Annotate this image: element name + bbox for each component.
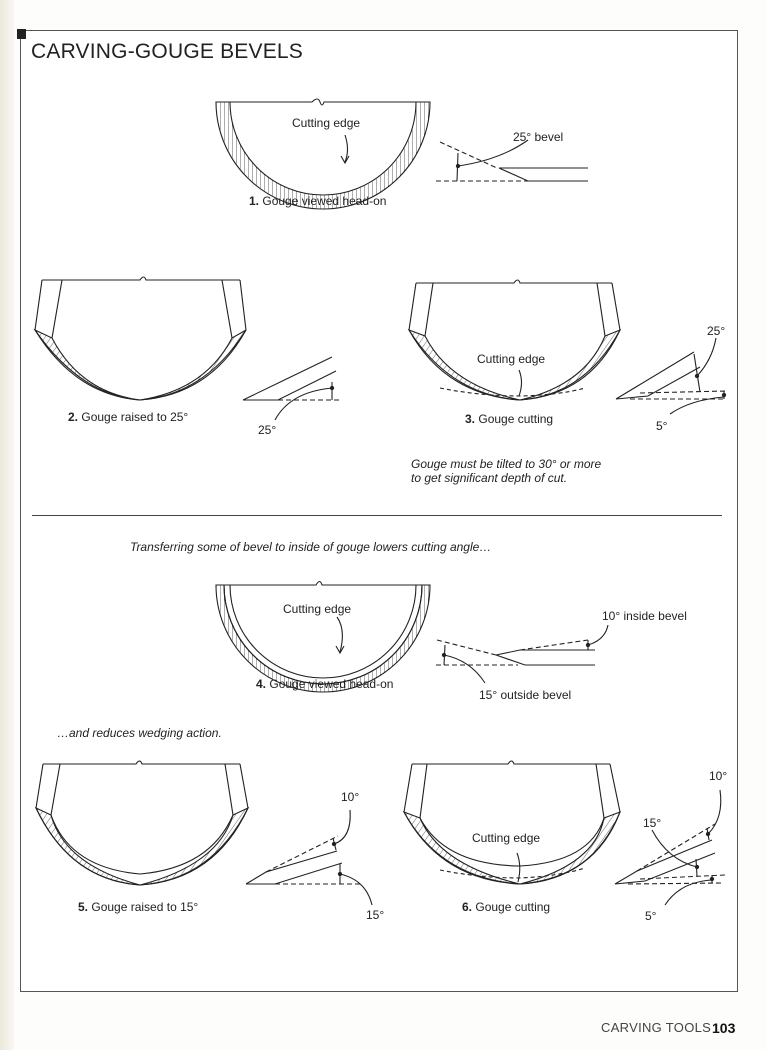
fig5-caption-text: Gouge raised to 15°	[91, 900, 199, 914]
wedging-note: …and reduces wedging action.	[57, 726, 222, 740]
fig4-caption-text: Gouge viewed head-on	[269, 677, 394, 691]
fig1-number: 1.	[249, 194, 260, 208]
fig3-cutting-edge-label: Cutting edge	[477, 352, 546, 366]
fig3-angle-25-label: 25°	[707, 324, 726, 338]
fig2-number: 2.	[68, 410, 79, 424]
fig5-number: 5.	[78, 900, 89, 914]
depth-note-line-1: Gouge must be tilted to 30° or more	[411, 457, 602, 471]
figure-4-bevel-profile	[436, 625, 608, 683]
page-title: CARVING-GOUGE BEVELS	[31, 40, 304, 63]
fig3-caption	[465, 412, 553, 426]
fig4-outside-bevel-label: 15° outside bevel	[479, 688, 572, 702]
depth-note-line-2: to get significant depth of cut.	[411, 471, 568, 485]
figure-2-angle-profile	[243, 357, 342, 420]
figure-2-gouge-raised	[35, 277, 246, 400]
fig5-angle-15-label: 15°	[366, 908, 385, 922]
fig2-caption-text: Gouge raised to 25°	[81, 410, 189, 424]
fig6-angle-15-label: 15°	[643, 816, 662, 830]
arrowhead	[341, 156, 349, 163]
fig1-caption-text: Gouge viewed head-on	[262, 194, 387, 208]
footer-section-title: CARVING TOOLS	[601, 1020, 712, 1035]
figure-3-gouge-cutting	[409, 280, 620, 400]
figure-4-gouge-head-on	[216, 582, 430, 693]
fig4-caption	[256, 677, 393, 691]
break-line	[216, 99, 430, 105]
fig5-angle-10-label: 10°	[341, 790, 360, 804]
fig4-inside-bevel-label: 10° inside bevel	[602, 609, 687, 623]
fig2-caption	[68, 410, 188, 424]
page-number: 103	[712, 1020, 736, 1036]
figure-3-angle-profile	[616, 338, 726, 414]
fig4-number: 4.	[256, 677, 267, 691]
fig6-angle-10-label: 10°	[709, 769, 728, 783]
fig6-caption	[462, 900, 550, 914]
fig3-angle-5-label: 5°	[656, 419, 668, 433]
fig3-caption-text: Gouge cutting	[478, 412, 554, 426]
fig3-number: 3.	[465, 412, 476, 426]
fig6-angle-5-label: 5°	[645, 909, 657, 923]
figure-5-angle-profile	[246, 810, 372, 905]
fig1-cutting-edge-label: Cutting edge	[292, 116, 361, 130]
fig1-bevel-label: 25° bevel	[513, 130, 564, 144]
fig2-angle-label: 25°	[258, 423, 277, 437]
transfer-note: Transferring some of bevel to inside of gouge lowers cutting angle…	[130, 540, 492, 554]
figure-5-gouge-raised	[36, 761, 248, 885]
fig5-caption	[78, 900, 198, 914]
figure-6-angle-profile	[615, 790, 725, 905]
fig4-cutting-edge-label: Cutting edge	[283, 602, 352, 616]
fig1-caption	[249, 194, 386, 208]
fig6-number: 6.	[462, 900, 473, 914]
leader-arrow	[345, 135, 348, 162]
fig6-caption-text: Gouge cutting	[475, 900, 551, 914]
fig6-cutting-edge-label: Cutting edge	[472, 831, 541, 845]
figure-6-gouge-cutting	[404, 761, 620, 884]
figure-1-bevel-profile	[436, 140, 588, 181]
